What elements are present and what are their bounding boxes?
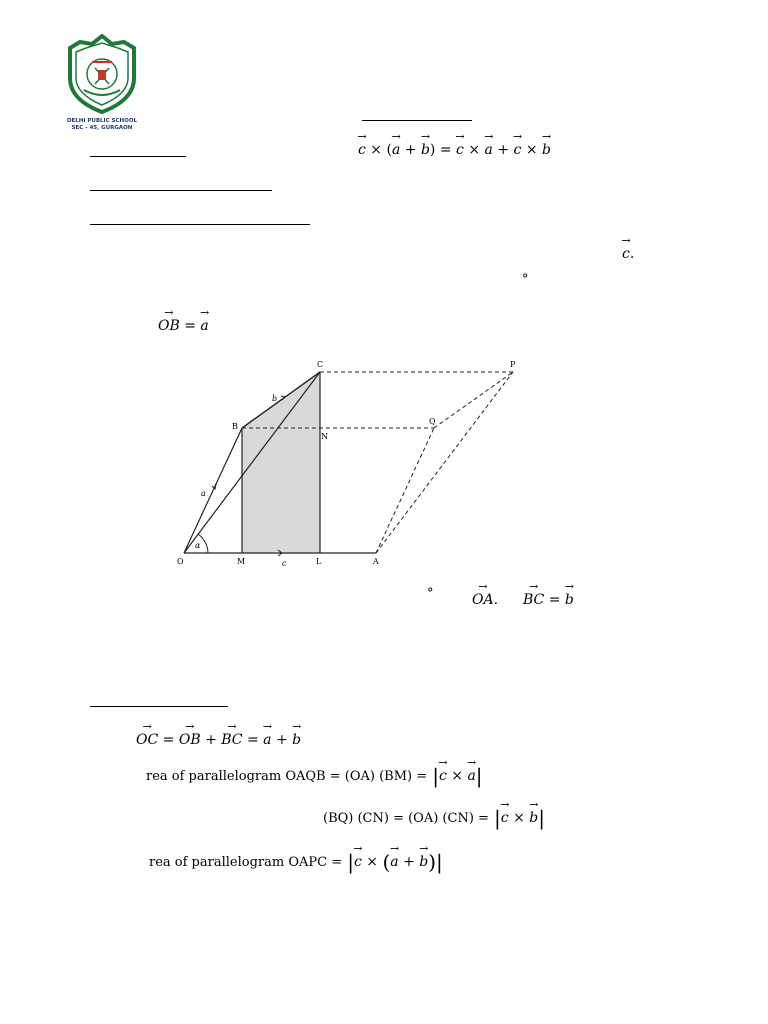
point-M: M xyxy=(237,557,246,566)
point-O: O xyxy=(177,557,184,566)
ob-equals-a: → OB = → a xyxy=(158,314,209,334)
proof-area-oapc: rea of parallelogram OAPC = |→ c × (→ a + → b)| xyxy=(149,850,443,874)
point-P: P xyxy=(510,360,516,369)
school-logo xyxy=(62,34,142,130)
vector-c-mention: → c. xyxy=(622,242,634,262)
school-crest-icon xyxy=(62,34,142,114)
line-AQ xyxy=(376,428,434,553)
heading-rule-5 xyxy=(90,706,228,707)
proof-bq-cn: (BQ) (CN) = (OA) (CN) = |→ c × → b| xyxy=(323,806,545,830)
line-QP xyxy=(434,372,513,428)
arrow-a xyxy=(212,484,216,489)
degree-mark-1: ° xyxy=(522,272,529,287)
parallelogram-figure xyxy=(170,355,530,570)
label-angle: α xyxy=(195,541,201,550)
label-vec-c: c xyxy=(282,559,287,568)
point-L: L xyxy=(316,557,322,566)
caption-bc-equals-b: → BC = → b xyxy=(523,588,574,608)
school-name: DELHI PUBLIC SCHOOL xyxy=(66,118,138,124)
point-B: B xyxy=(232,422,238,431)
point-N: N xyxy=(321,432,328,441)
heading-rule-4 xyxy=(90,224,310,225)
caption-degree: ° xyxy=(427,586,434,601)
heading-rule-3 xyxy=(90,190,272,191)
proof-oc-line: → OC = → OB + → BC = → a + → b xyxy=(136,728,301,748)
school-location: SEC - 45, GURGAON xyxy=(71,125,133,131)
heading-rule-1 xyxy=(362,120,472,121)
caption-oa: → OA. xyxy=(472,588,498,608)
label-vec-b: b xyxy=(272,394,278,403)
heading-rule-2 xyxy=(90,156,186,157)
line-OB xyxy=(184,428,242,553)
point-C: C xyxy=(317,360,324,369)
label-vec-a: a xyxy=(201,489,206,498)
proof-area-oaqb: rea of parallelogram OAQB = (OA) (BM) = |→ c × → a| xyxy=(146,764,483,788)
line-AP xyxy=(376,372,513,553)
distributive-statement: → c × (→ a + → b) = → c × → a + → c × → b xyxy=(358,138,551,158)
point-Q: Q xyxy=(429,417,436,426)
point-A: A xyxy=(373,557,379,566)
